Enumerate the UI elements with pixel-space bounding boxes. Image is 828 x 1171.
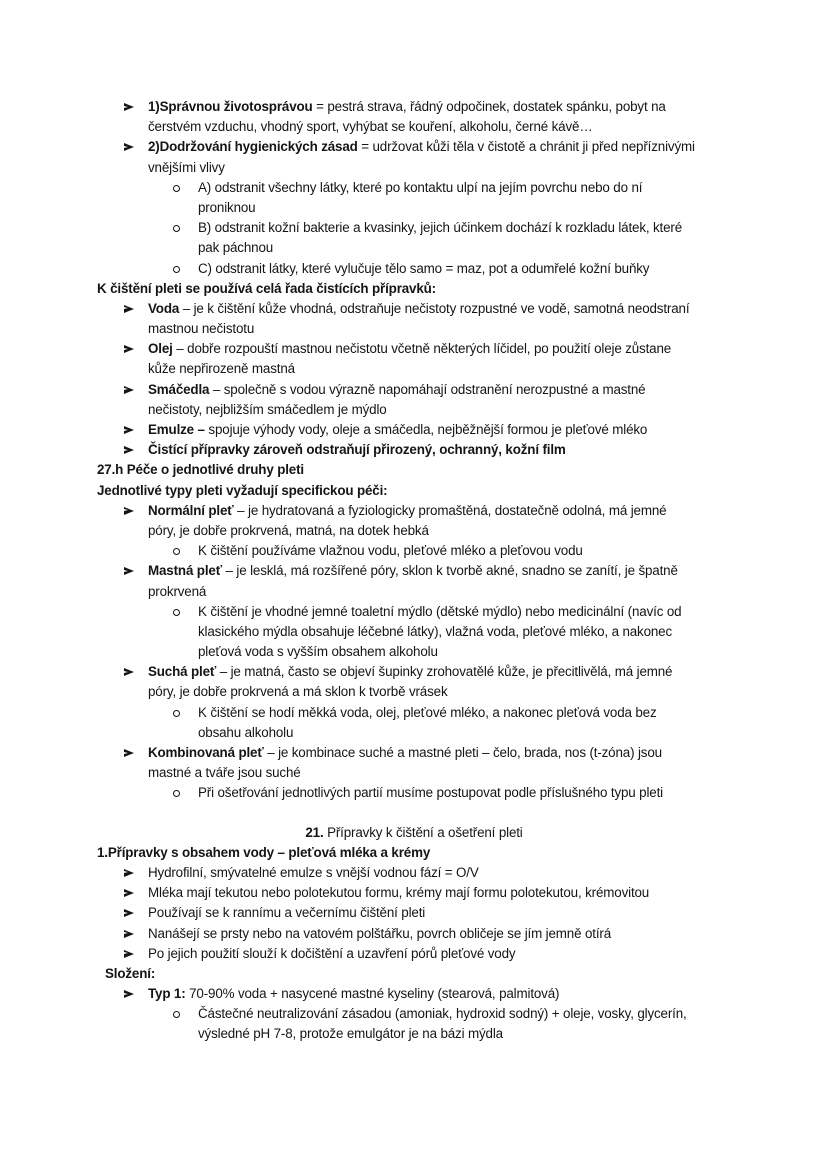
composition-list bbox=[0, 984, 828, 1045]
item-text: – je lesklá, má rozšířené póry, sklon k tvorbě akné, snadno se zanítí, je špatně bbox=[221, 563, 678, 579]
sub-item-text: K čištění je vhodné jemné toaletní mýdlo (dětské mýdlo) nebo medicinální (navíc od bbox=[198, 603, 682, 619]
skin-type-list bbox=[0, 501, 828, 804]
sub-item-text: K čištění se hodí měkká voda, olej, pleťové mléko, a nakonec pleťová voda bez bbox=[198, 704, 657, 720]
item-term: Emulze – bbox=[148, 422, 205, 437]
arrowhead-bullet-icon bbox=[124, 103, 134, 111]
item-text: Nanášejí se prsty nebo na vatovém polštářku, povrch obličeje se jím jemně otírá bbox=[148, 925, 612, 941]
sub-item-continuation: výsledné pH 7-8, protože emulgátor je na bázi mýdla bbox=[198, 1026, 503, 1042]
sub-list-item bbox=[0, 602, 828, 622]
item-term: Mastná pleť bbox=[148, 563, 222, 579]
item-term: Voda bbox=[148, 300, 180, 316]
arrowhead-bullet-icon bbox=[124, 507, 134, 515]
arrowhead-bullet-icon bbox=[124, 950, 134, 958]
cleansing-list bbox=[0, 299, 828, 461]
chapter-title bbox=[0, 823, 828, 843]
item-term: Olej bbox=[148, 341, 173, 357]
arrowhead-bullet-icon bbox=[124, 869, 134, 877]
item-text: 70-90% voda + nasycené mastné kyseliny (stearová, palmitová) bbox=[185, 986, 560, 1002]
hollow-circle-bullet-icon bbox=[173, 1011, 180, 1018]
item-text: – je kombinace suché a mastné pleti – čelo, brada, nos (t-zóna) jsou bbox=[263, 745, 662, 760]
sub-list-item bbox=[0, 783, 828, 803]
item-continuation: mastnou nečistotu bbox=[148, 321, 255, 337]
item-continuation: nečistoty, nejbližším smáčedlem je mýdlo bbox=[148, 401, 387, 417]
sub-item-text: B) odstranit kožní bakterie a kvasinky, jejich účinkem dochází k rozkladu látek, které bbox=[198, 220, 683, 236]
list-item bbox=[0, 944, 828, 964]
sub-list-item bbox=[0, 178, 828, 198]
sub-list-item bbox=[0, 703, 828, 723]
sub-list-item bbox=[0, 218, 828, 238]
arrowhead-bullet-icon bbox=[124, 889, 134, 897]
arrowhead-bullet-icon bbox=[124, 990, 134, 998]
arrowhead-bullet-icon bbox=[124, 909, 134, 917]
list-item bbox=[0, 903, 828, 923]
list-item bbox=[0, 883, 828, 903]
item-text: Po jejich použití slouží k dočištění a uzavření pórů pleťové vody bbox=[148, 945, 516, 961]
item-term: Suchá pleť bbox=[148, 664, 217, 680]
arrowhead-bullet-icon bbox=[124, 668, 134, 676]
item-term: Smáčedla bbox=[148, 381, 210, 397]
list-item bbox=[0, 339, 828, 359]
list-item bbox=[0, 501, 828, 521]
sub-item-continuation: klasického mýdla obsahuje léčebné látky), vlažná voda, pleťové mléko, a nakonec bbox=[198, 623, 673, 639]
sub-item-text: C) odstranit látky, které vylučuje tělo samo = maz, pot a odumřelé kožní buňky bbox=[198, 260, 650, 276]
item-continuation: póry, je dobře prokrvená a má sklon k tvorbě vrásek bbox=[148, 684, 448, 700]
list-item bbox=[0, 97, 828, 117]
arrowhead-bullet-icon bbox=[124, 446, 134, 454]
item-term: Typ 1: bbox=[148, 986, 186, 1002]
hollow-circle-bullet-icon bbox=[173, 790, 180, 797]
arrowhead-bullet-icon bbox=[124, 345, 134, 353]
item-continuation: póry, je dobře prokrvená, matná, na dotek hebká bbox=[148, 522, 429, 538]
list-item bbox=[0, 420, 828, 440]
cleansing-heading: K čištění pleti se používá celá řada čistících přípravků: bbox=[97, 280, 436, 296]
item-text: = udržovat kůži těla v čistotě a chránit ji před nepříznivými bbox=[357, 139, 695, 155]
document-page bbox=[0, 97, 828, 1045]
item-text: Hydrofilní, smývatelné emulze s vnější vodnou fází = O/V bbox=[148, 864, 479, 880]
section-heading: 27.h Péče o jednotlivé druhy pleti bbox=[97, 462, 304, 478]
arrowhead-bullet-icon bbox=[124, 567, 134, 575]
item-term: 1)Správnou životosprávou bbox=[148, 99, 313, 114]
sub-list-item bbox=[0, 541, 828, 561]
sub-list-item bbox=[0, 1004, 828, 1024]
spacer bbox=[0, 804, 828, 823]
list-item bbox=[0, 380, 828, 400]
item-text: = pestrá strava, řádný odpočinek, dostatek spánku, pobyt na bbox=[312, 99, 666, 114]
item-term: Čistící přípravky zároveň odstraňují přirozený, ochranný, kožní film bbox=[148, 442, 566, 458]
item-term: Kombinovaná pleť bbox=[148, 745, 264, 760]
item-text: Používají se k rannímu a večernímu čištění pleti bbox=[148, 905, 426, 921]
arrowhead-bullet-icon bbox=[124, 305, 134, 313]
item-text: – je matná, často se objeví šupinky zrohovatělé kůže, je přecitlivělá, má jemné bbox=[216, 664, 673, 680]
item-text: Mléka mají tekutou nebo polotekutou formu, krémy mají formu polotekutou, krémovitou bbox=[148, 885, 650, 901]
arrowhead-bullet-icon bbox=[124, 749, 134, 757]
composition-heading: Složení: bbox=[105, 965, 156, 981]
item-continuation: vnějšími vlivy bbox=[148, 159, 225, 175]
hollow-circle-bullet-icon bbox=[173, 225, 180, 232]
hollow-circle-bullet-icon bbox=[173, 185, 180, 192]
hollow-circle-bullet-icon bbox=[173, 710, 180, 717]
chapter-title-text: Přípravky k čištění a ošetření pleti bbox=[323, 824, 523, 840]
arrowhead-bullet-icon bbox=[124, 930, 134, 938]
list-item bbox=[0, 924, 828, 944]
sub-item-text: Při ošetřování jednotlivých partií musíme postupovat podle příslušného typu pleti bbox=[198, 785, 663, 801]
item-text: spojuje výhody vody, oleje a smáčedla, nejběžnější formou je pleťové mléko bbox=[204, 422, 648, 437]
arrowhead-bullet-icon bbox=[124, 143, 134, 151]
hollow-circle-bullet-icon bbox=[173, 266, 180, 273]
arrowhead-bullet-icon bbox=[124, 386, 134, 394]
item-term: 2)Dodržování hygienických zásad bbox=[148, 139, 358, 155]
sub-item-continuation: pak páchnou bbox=[198, 240, 274, 256]
sub-item-continuation: obsahu alkoholu bbox=[198, 724, 294, 740]
item-text: – je hydratovaná a fyziologicky promaštěná, dostatečně odolná, má jemné bbox=[233, 502, 667, 518]
sub-list-item bbox=[0, 259, 828, 279]
list-item bbox=[0, 137, 828, 157]
item-continuation: kůže nepřirozeně mastná bbox=[148, 361, 295, 377]
sub-item-continuation: pleťová voda s vyšším obsahem alkoholu bbox=[198, 644, 438, 660]
list-item bbox=[0, 561, 828, 581]
chapter-number: 21. bbox=[305, 824, 324, 840]
hollow-circle-bullet-icon bbox=[173, 548, 180, 555]
products-list bbox=[0, 863, 828, 964]
list-item bbox=[0, 863, 828, 883]
item-text: – je k čištění kůže vhodná, odstraňuje nečistoty rozpustné ve vodě, samotná neodstraní bbox=[179, 300, 690, 316]
list-item bbox=[0, 440, 828, 460]
list-item bbox=[0, 299, 828, 319]
intro-list bbox=[0, 97, 828, 279]
sub-item-text: K čištění používáme vlažnou vodu, pleťové mléko a pleťovou vodu bbox=[198, 543, 583, 559]
item-continuation: mastné a tváře jsou suché bbox=[148, 765, 301, 781]
sub-item-text: A) odstranit všechny látky, které po kontaktu ulpí na jejím povrchu nebo do ní bbox=[198, 179, 643, 195]
item-continuation: prokrvená bbox=[148, 583, 207, 599]
arrowhead-bullet-icon bbox=[124, 426, 134, 434]
item-text: – dobře rozpouští mastnou nečistotu včetně některých líčidel, po použití oleje zůstane bbox=[172, 341, 672, 357]
item-continuation: čerstvém vzduchu, vhodný sport, vyhýbat se kouření, alkoholu, černé kávě… bbox=[148, 119, 593, 135]
item-term: Normální pleť bbox=[148, 502, 234, 518]
list-item bbox=[0, 662, 828, 682]
sub-item-continuation: proniknou bbox=[198, 199, 256, 215]
section-subheading: Jednotlivé typy pleti vyžadují specifickou péči: bbox=[97, 482, 388, 498]
hollow-circle-bullet-icon bbox=[173, 609, 180, 616]
list-item bbox=[0, 984, 828, 1004]
list-item bbox=[0, 743, 828, 763]
products-heading: 1.Přípravky s obsahem vody – pleťová mléka a krémy bbox=[97, 844, 431, 860]
sub-item-text: Částečné neutralizování zásadou (amoniak, hydroxid sodný) + oleje, vosky, glycerín, bbox=[198, 1006, 687, 1022]
item-text: – společně s vodou výrazně napomáhají odstranění nerozpustné a mastné bbox=[209, 381, 646, 397]
